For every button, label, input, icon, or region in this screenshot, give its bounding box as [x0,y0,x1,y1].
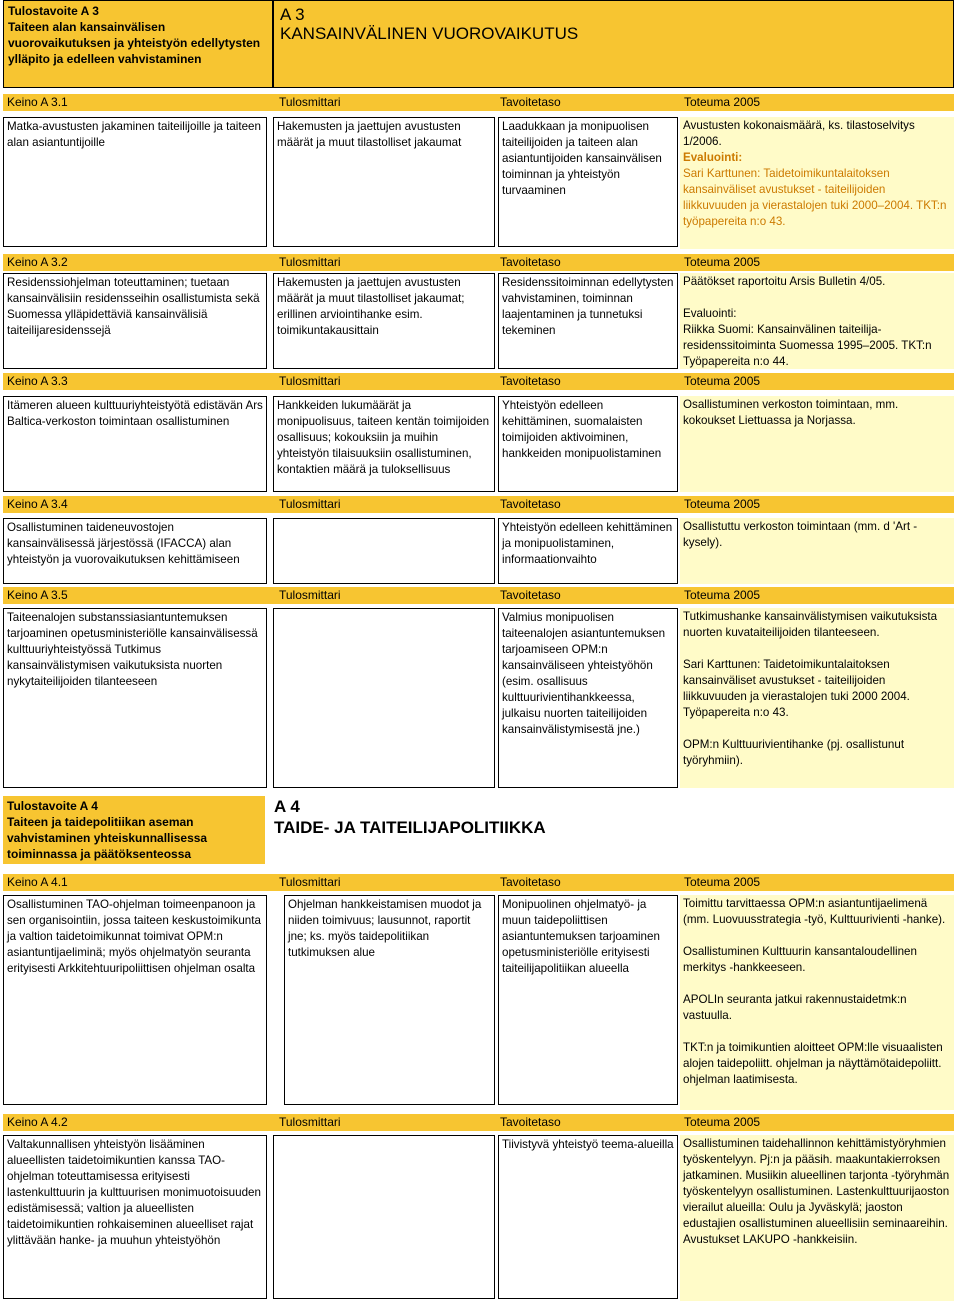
section-a3-header [273,0,954,88]
col-toteuma: Toteuma 2005 [684,95,761,109]
col-tulosmittari: Tulosmittari [279,497,341,511]
evaluation-text: Sari Karttunen: Taidetoimikuntalaitoksen kansainväliset avustukset - taiteilijoiden liikkuvuuden ja vierastalojen tuki 2000–2004. TKT:n työpapereita n:o 43. [683,167,947,228]
evaluation-label: Evaluointi: [683,307,737,320]
col-toteuma: Toteuma 2005 [684,497,761,511]
goal-a3-title: Tulostavoite A 3 [8,4,99,18]
col-tulosmittari: Tulosmittari [279,374,341,388]
keino-a32-target: Residenssitoiminnan edellytysten vahvistaminen, toiminnan laajentaminen ja tunnetuksi tekeminen [498,273,678,369]
col-toteuma: Toteuma 2005 [684,588,761,602]
keino-a31-means: Matka-avustusten jakaminen taiteilijoille ja taiteen alan asiantuntijoille [3,117,267,247]
keino-a31-result [680,117,954,249]
keino-a35-indicator [273,608,495,788]
section-a4-header [274,796,546,838]
keino-a34-target: Yhteistyön edelleen kehittäminen ja monipuolistaminen, informaationvaihto [498,518,678,584]
goal-a3-desc: Taiteen alan kansainvälisen vuorovaikutuksen ja yhteistyön edellytysten ylläpito ja edelleen vahvistaminen [8,20,261,66]
col-tulosmittari: Tulosmittari [279,95,341,109]
keino-a42-bar [3,1114,954,1131]
keino-label: Keino A 4.2 [7,1115,68,1129]
result-text: TKT:n ja toimikuntien aloitteet OPM:lle visuaalisten alojen taidepoliitt. ohjelman ja näyttämötaidepoliitt. ohjelman laatimisesta. [683,1041,943,1086]
keino-a42-indicator [273,1135,495,1299]
goal-a4-header [3,796,265,864]
goal-a4-desc: Taiteen ja taidepolitiikan aseman vahvistaminen yhteiskunnallisessa toiminnassa ja päätöksenteossa [7,815,208,861]
col-tavoitetaso: Tavoitetaso [500,255,561,269]
keino-a35-bar [3,587,954,604]
keino-a33-result: Osallistuminen verkoston toimintaan, mm. kokoukset Liettuassa ja Norjassa. [680,396,954,492]
keino-a42-result: Osallistuminen taidehallinnon kehittämistyöryhmien työskentelyyn. Pj:n ja pääsih. maakuntakierroksen jatkaminen. Musiikin alueellinen tarjonta -työryhmän työskentelyyn osallistuminen. Lastenkulttuurijaoston vierailut alueilla: Oulu ja Jyväskylä; jaoston edustajien osallistuminen alueellisiin seminaareihin. Avustukset LAKUPO -hankkeisiin. [680,1135,954,1301]
keino-a34-result: Osallistuttu verkoston toimintaan (mm. d 'Art - kysely). [680,518,954,584]
section-a4-title: TAIDE- JA TAITEILIJAPOLITIIKKA [274,818,546,837]
keino-a32-indicator: Hakemusten ja jaettujen avustusten määrät ja muut tilastolliset jakaumat; erillinen arviointihanke esim. toimikuntakausittain [273,273,495,369]
evaluation-label: Evaluointi: [683,151,743,164]
goal-a3-header [3,0,273,88]
keino-a31-bar [3,94,954,111]
keino-a33-target: Yhteistyön edelleen kehittäminen, suomalaisten toimijoiden aktivoiminen, hankkeiden monipuolistaminen [498,396,678,492]
col-tavoitetaso: Tavoitetaso [500,588,561,602]
result-text: APOLIn seuranta jatkui rakennustaidetmk:n vastuulla. [683,993,907,1022]
keino-label: Keino A 3.3 [7,374,68,388]
result-text: Tutkimushanke kansainvälistymisen vaikutuksista nuorten kuvataiteilijoiden tilanteeseen. [683,610,938,639]
col-tulosmittari: Tulosmittari [279,1115,341,1129]
keino-a35-means: Taiteenalojen substanssiasiantuntemuksen tarjoaminen opetusministeriölle kansainvälisessä kulttuuriyhteistyössä Tutkimus kansainvälistymisen vaikutuksista nuorten nykytaiteilijoiden tilanteeseen [3,608,267,788]
result-text: Avustusten kokonaismäärä, ks. tilastoselvitys 1/2006. [683,119,915,148]
goal-a4-title: Tulostavoite A 4 [7,799,98,813]
keino-label: Keino A 3.4 [7,497,68,511]
result-text: Päätökset raportoitu Arsis Bulletin 4/05. [683,275,886,288]
keino-label: Keino A 3.2 [7,255,68,269]
keino-a31-indicator: Hakemusten ja jaettujen avustusten määrät ja muut tilastolliset jakaumat [273,117,495,247]
keino-label: Keino A 3.5 [7,588,68,602]
section-a4-code: A 4 [274,797,300,816]
col-toteuma: Toteuma 2005 [684,1115,761,1129]
keino-a35-result [680,608,954,788]
result-text: Sari Karttunen: Taidetoimikuntalaitoksen kansainväliset avustukset - taiteilijoiden liikkuvuuden ja vierastalojen tuki 2000 2004. Työpapereita n:o 43. [683,658,910,719]
result-text: Osallistuminen Kulttuurin kansantaloudellinen merkitys -hankkeeseen. [683,945,917,974]
col-tavoitetaso: Tavoitetaso [500,95,561,109]
col-tavoitetaso: Tavoitetaso [500,1115,561,1129]
keino-label: Keino A 3.1 [7,95,68,109]
col-toteuma: Toteuma 2005 [684,875,761,889]
keino-a33-means: Itämeren alueen kulttuuriyhteistyötä edistävän Ars Baltica-verkoston toimintaan osallistuminen [3,396,267,492]
keino-a33-bar [3,373,954,390]
keino-a34-indicator [273,518,495,584]
keino-a34-bar [3,496,954,513]
col-tulosmittari: Tulosmittari [279,255,341,269]
col-tavoitetaso: Tavoitetaso [500,875,561,889]
keino-a41-target: Monipuolinen ohjelmatyö- ja muun taidepoliittisen asiantuntemuksen tarjoaminen opetusministeriölle erityisesti taiteilijapolitiikan alueella [498,895,678,1105]
keino-a31-target: Laadukkaan ja monipuolisen taiteilijoiden ja taiteen alan asiantuntijoiden kansainvälisen toiminnan ja yhteistyön turvaaminen [498,117,678,247]
keino-a35-target: Valmius monipuolisen taiteenalojen asiantuntemuksen tarjoamiseen OPM:n kansainväliseen yhteistyöhön (esim. osallisuus kulttuurivientihankkeessa, julkaisu nuorten taiteilijoiden kansainvälistymisestä jne.) [498,608,678,788]
keino-a42-target: Tiivistyvä yhteistyö teema-alueilla [498,1135,678,1299]
keino-a34-means: Osallistuminen taideneuvostojen kansainvälisessä järjestössä (IFACCA) alan yhteistyön ja vuorovaikutuksen kehittämiseen [3,518,267,584]
keino-a41-means: Osallistuminen TAO-ohjelman toimeenpanoon ja sen organisointiin, jossa taiteen keskustoimikunta ja valtion taidetoimikunnat toimivat OPM:n asiantuntijaeliminä; myös ohjelmatyön seuranta erityisesti Arkkitehtuuripoliittisen ohjelman osalta [3,895,267,1105]
keino-a32-means: Residenssiohjelman toteuttaminen; tuetaan kansainvälisiin residensseihin osallistumista sekä Suomessa ylläpidettäviä kansainvälisiä taiteilijaresidenssejä [3,273,267,369]
keino-a41-bar [3,874,954,891]
keino-a33-indicator: Hankkeiden lukumäärät ja monipuolisuus, taiteen kentän toimijoiden osallisuus; kokouksiin ja muihin yhteistyön tilaisuuksiin osallistuminen, kontaktien määrä ja tuloksellisuus [273,396,495,492]
section-a3-title: KANSAINVÄLINEN VUOROVAIKUTUS [280,24,579,43]
col-tavoitetaso: Tavoitetaso [500,497,561,511]
col-tulosmittari: Tulosmittari [279,875,341,889]
keino-a32-bar [3,254,954,271]
keino-a41-indicator: Ohjelman hankkeistamisen muodot ja niiden toimivuus; lausunnot, raportit jne; ks. myös taidepolitiikan tutkimuksen alue [284,895,495,1105]
col-tulosmittari: Tulosmittari [279,588,341,602]
keino-a32-result [680,273,954,369]
evaluation-text: Riikka Suomi: Kansainvälinen taiteilija-residenssitoiminta Suomessa 1995–2005. TKT:n Työpapereita n:o 44. [683,323,932,368]
section-a3-code: A 3 [280,5,305,24]
keino-a42-means: Valtakunnallisen yhteistyön lisääminen alueellisten taidetoimikuntien kanssa TAO-ohjelman toteuttamisessa erityisesti lastenkulttuurin ja kulttuurisen monimuotoisuuden edistämisessä; valtion ja alueellisten taidetoimikuntien rohkaiseminen alueelliset rajat ylittävään hanke- ja muuhun yhteistyöhön [3,1135,267,1299]
col-tavoitetaso: Tavoitetaso [500,374,561,388]
col-toteuma: Toteuma 2005 [684,255,761,269]
result-text: OPM:n Kulttuurivientihanke (pj. osallistunut työryhmiin). [683,738,905,767]
keino-a41-result [680,895,954,1110]
keino-label: Keino A 4.1 [7,875,68,889]
col-toteuma: Toteuma 2005 [684,374,761,388]
result-text: Toimittu tarvittaessa OPM:n asiantuntijaelimenä (mm. Luovuusstrategia -työ, Kulttuurivienti -hanke). [683,897,946,926]
